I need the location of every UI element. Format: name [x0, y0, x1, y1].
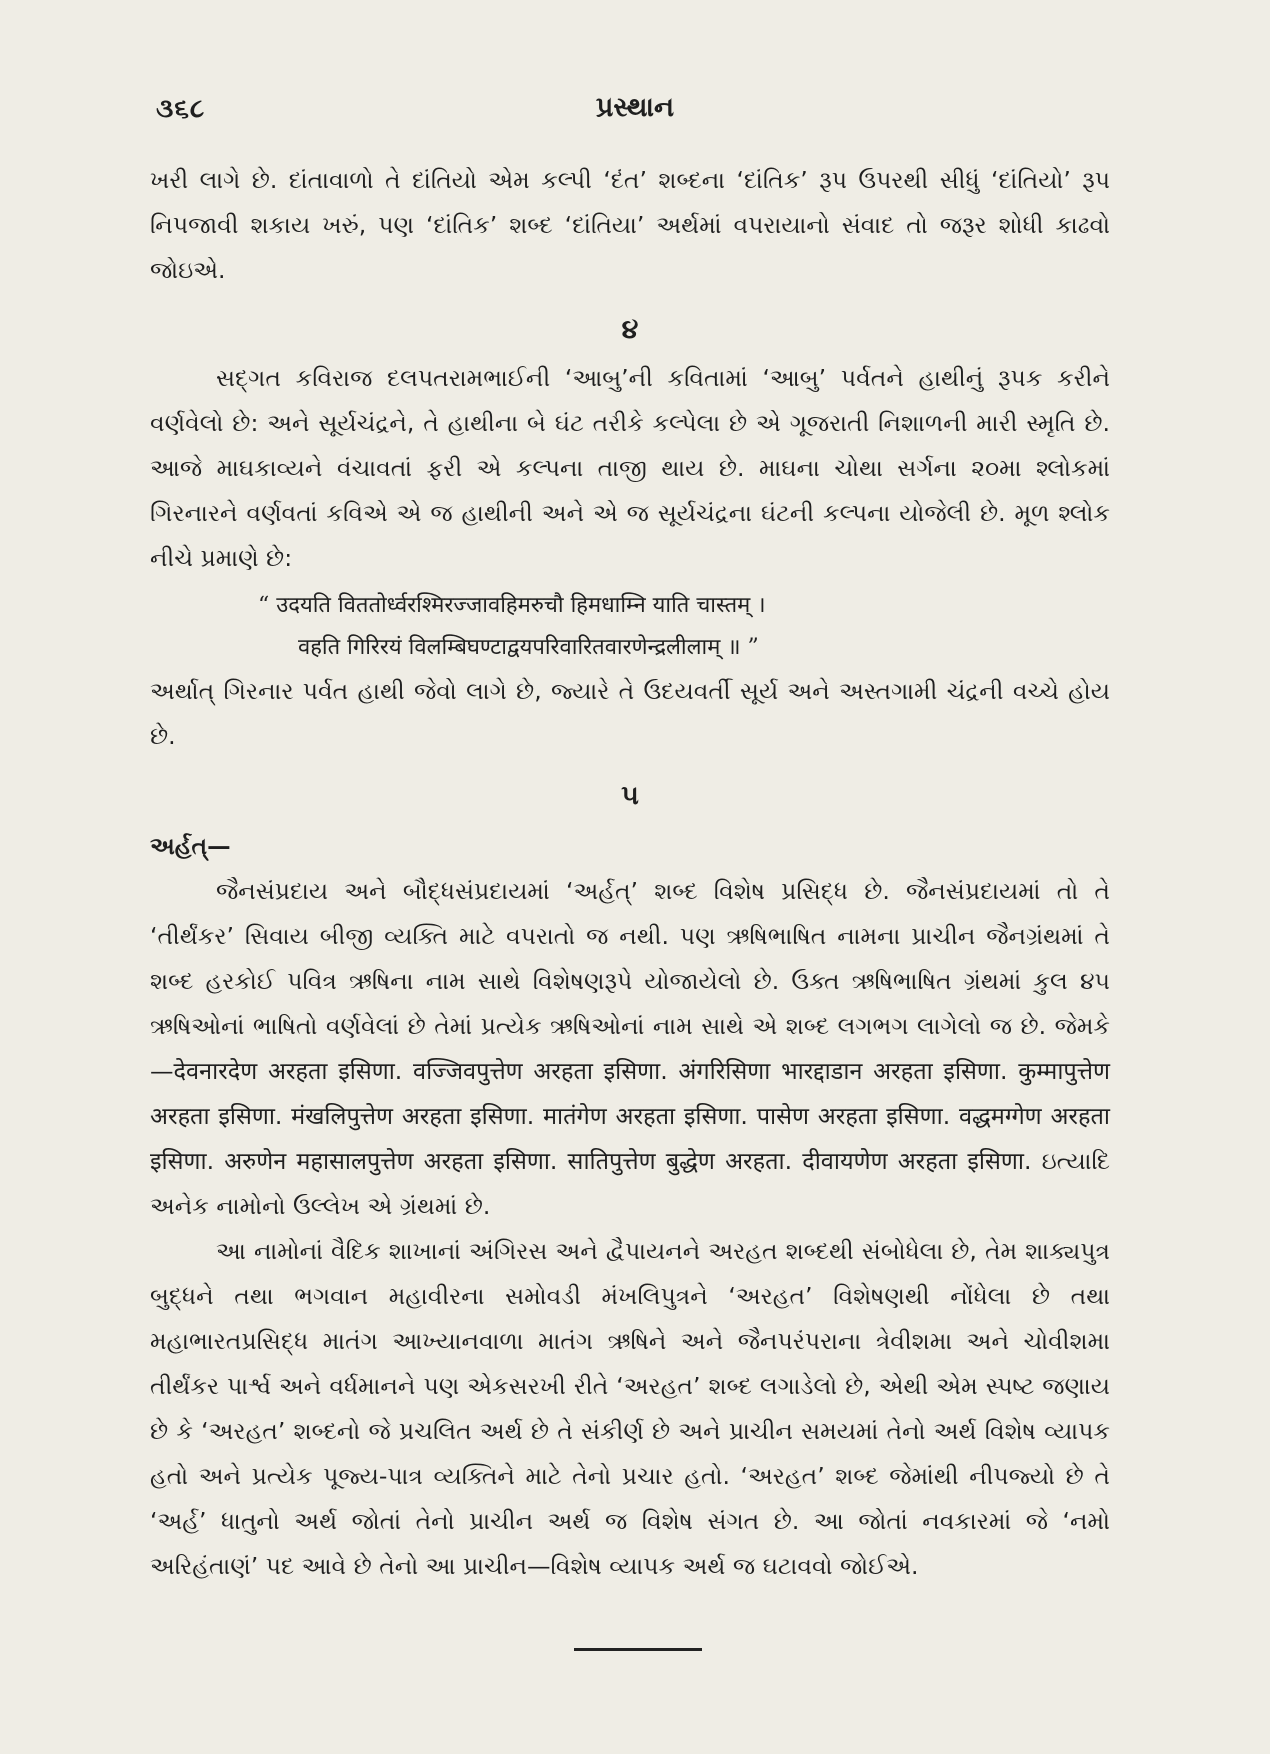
paragraph-2: સદ્ગત કવિરાજ દલપતરામભાઈની ‘આબુ’ની કવિતામાં ‘આબુ’ પર્વતને હાથીનું રૂપક કરીને વર્ણવેલો છે: અને સૂર્યચંદ્રને, તે હાથીના બે ઘંટ તરીકે કલ્પેલા છે એ ગૂજરાતી નિશાળની મારી સ્મૃતિ છે. આજે માઘકાવ્યને વંચાવતાં ફરી એ કલ્પના તાજી થાય છે. માઘના ચોથા સર્ગના ૨૦મા શ્લોકમાં ગિરનારને વર્ણવતાં કવિએ એ જ હાથીની અને એ જ સૂર્યચંદ્રના ઘંટની કલ્પના યોજેલી છે. મૂળ શ્લોક નીચે પ્રમાણે છે:	[150, 364, 1110, 572]
page-body	[150, 158, 1110, 1589]
paragraph-3: અર્થાત્ ગિરનાર પર્વત હાથી જેવો લાગે છે, જ્યારે તે ઉદયવર્તી સૂર્ય અને અસ્તગામી ચંદ્રની વચ્ચે હોય છે.	[150, 677, 1110, 750]
paragraph-4: જૈનસંપ્રદાય અને બૌદ્ધસંપ્રદાયમાં ‘અર્હત્’ શબ્દ વિશેષ પ્રસિદ્ધ છે. જૈનસંપ્રદાયમાં તો તે ‘તીર્થંકર’ સિવાય બીજી વ્યક્તિ માટે વપરાતો જ નથી. પણ ઋષિભાષિત નામના પ્રાચીન જૈનગ્રંથમાં તે શબ્દ હરકોઈ પવિત્ર ઋષિના નામ સાથે વિશેષણરૂપે યોજાયેલો છે. ઉક્ત ઋષિભાષિત ગ્રંથમાં કુલ ૪૫ ઋષિઓનાં ભાષિતો વર્ણવેલાં છે તેમાં પ્રત્યેક ઋષિઓનાં નામ સાથે એ શબ્દ લગભગ લાગેલો જ છે. જેમકે—देवनारदेण अरहता इसिणा. वज्जिवपुत्तेण अरहता इसिणा. अंगरिसिणा भारद्दाडान अरहता इसिणा. कुम्मापुत्तेण अरहता इसिणा. मंखलिपुत्तेण अरहता इसिणा. मातंगेण अरहता इसिणा. पासेण अरहता इसिणा. वद्धमग्गेण अरहता इसिणा. अरुणेन महासालपुत्तेण अरहता इसिणा. सातिपुत्तेण बुद्धेण अरहता. दीवायणेण अरहता इसिणा. ઇત્યાદિ અનેક નામોનો ઉલ્લેખ એ ગ્રંથમાં છે.	[150, 877, 1110, 1220]
sanskrit-verse	[150, 585, 1110, 669]
paragraph-5: આ નામોનાં વૈદિક શાખાનાં અંગિરસ અને દ્વૈપાયનને અરહત શબ્દથી સંબોધેલા છે, તેમ શાક્યપુત્ર બુદ્ધને તથા ભગવાન મહાવીરના સમોવડી મંખલિપુત્રને ‘અરહત’ વિશેષણથી નોંધેલા છે તથા મહાભારતપ્રસિદ્ધ માતંગ આખ્યાનવાળા માતંગ ઋષિને અને જૈનપરંપરાના ત્રેવીશમા અને ચોવીશમા તીર્થંકર પાર્શ્વ અને વર્ધમાનને પણ એકસરખી રીતે ‘અરહત’ શબ્દ લગાડેલો છે, એથી એમ સ્પષ્ટ જણાય છે કે ‘અરહત’ શબ્દનો જે પ્રચલિત અર્થ છે તે સંકીર્ણ છે અને પ્રાચીન સમયમાં તેનો અર્થ વિશેષ વ્યાપક હતો અને પ્રત્યેક પૂજ્ય-પાત્ર વ્યક્તિને માટે તેનો પ્રચાર હતો. ‘અરહત’ શબ્દ જેમાંથી નીપજ્યો છે તે ‘અર્હ’ ધાતુનો અર્થ જોતાં તેનો પ્રાચીન અર્થ જ વિશેષ સંગત છે. આ જોતાં નવકારમાં જે ‘નમો અરિહંતાણં’ પદ આવે છે તેનો આ પ્રાચીન—વિશેષ વ્યાપક અર્થ જ ઘટાવવો જોઈએ.	[150, 1237, 1110, 1580]
page-number: ૩૬૮	[156, 94, 206, 124]
section-number-5: ૫	[621, 780, 639, 811]
verse-line-2: वहति गिरिरयं विलम्बिघण्टाद्वयपरिवारितवारणेन्द्रलीलाम् ॥ ”	[298, 635, 759, 660]
paragraph-1: ખરી લાગે છે. દાંતાવાળો તે દાંતિયો એમ કલ્પી ‘દંત’ શબ્દના ‘દાંતિક’ રૂપ ઉપરથી સીધું ‘દાંતિયો’ રૂપ નિપજાવી શકાય ખરું, પણ ‘દાંતિક’ શબ્દ ‘દાંતિયા’ અર્થમાં વપરાયાનો સંવાદ તો જરૂર શોધી કાઢવો જોઇએ.	[150, 166, 1110, 284]
verse-line-1: “ उदयति विततोर्ध्वरश्मिरज्जावहिमरुचौ हिमधाम्नि याति चास्तम् ।	[258, 593, 766, 618]
end-rule	[574, 1648, 702, 1651]
running-title: પ્રસ્થાન	[595, 92, 675, 123]
section-number-4: ૪	[621, 314, 639, 345]
subheading-arhat: અર્હત્—	[150, 832, 231, 860]
